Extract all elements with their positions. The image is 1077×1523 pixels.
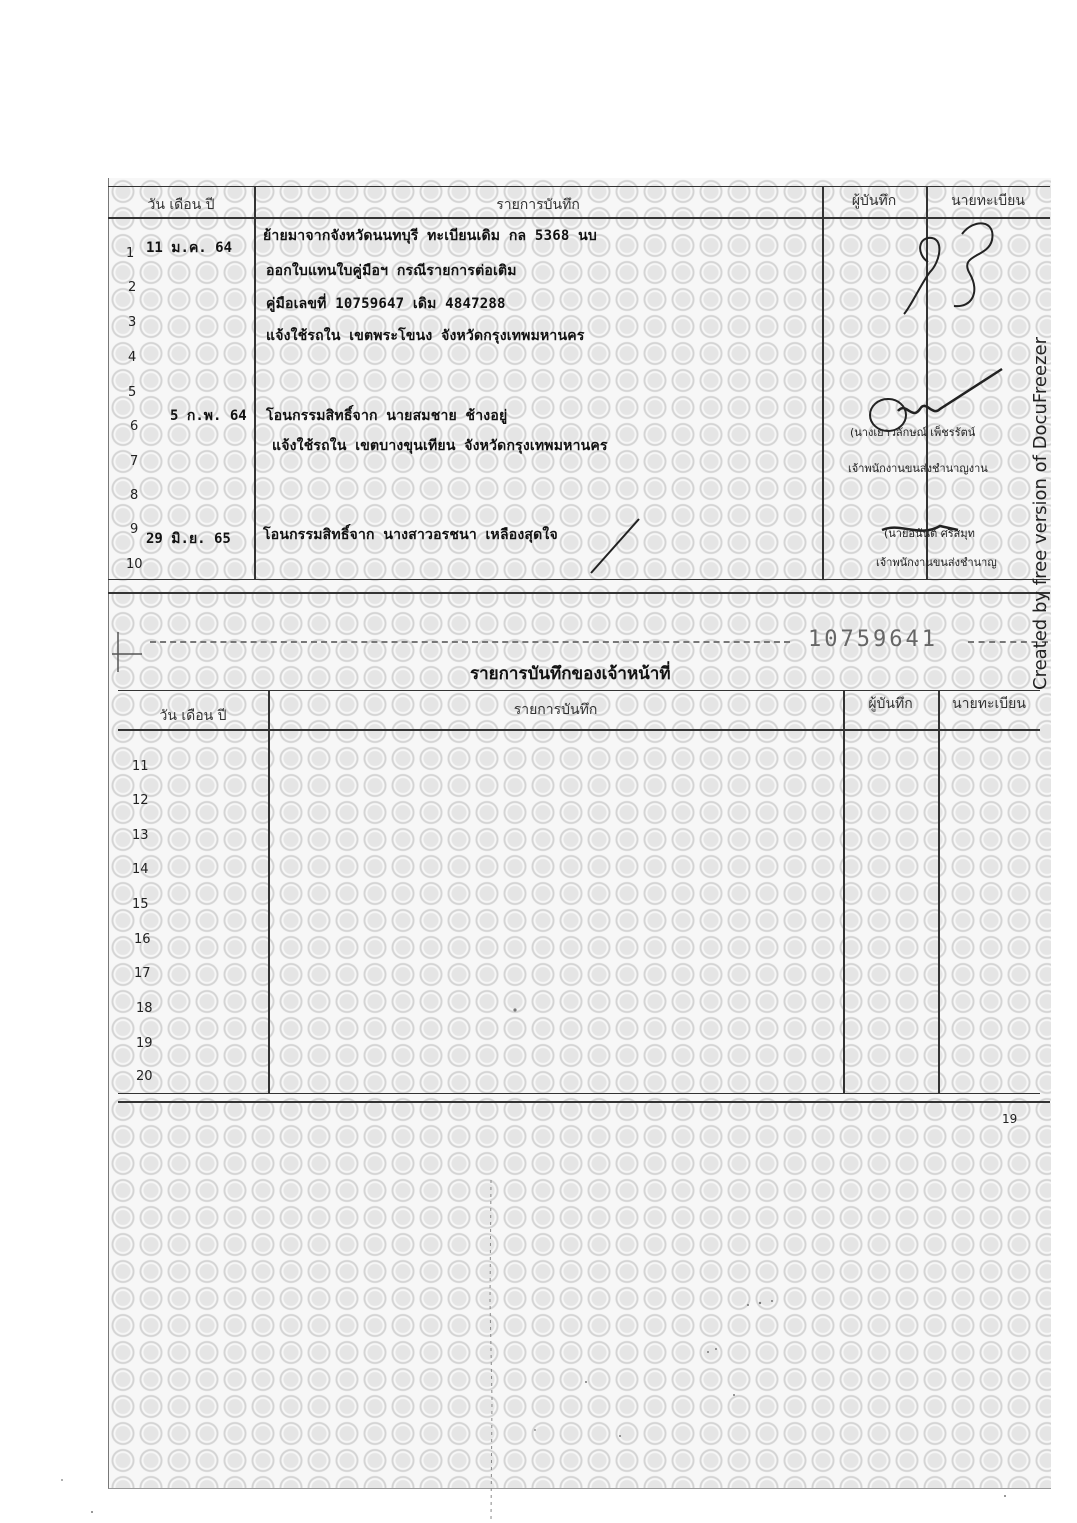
row-number: 10 (126, 557, 143, 572)
entry-line: แจ้งใช้รถใน เขตบางขุนเทียน จังหวัดกรุงเทพมหานคร (272, 438, 608, 454)
row-number: 2 (128, 280, 137, 295)
header-record: รายการบันทึก (496, 197, 580, 213)
header-recorder: ผู้บันทึก (868, 696, 913, 712)
entry-date: 11 ม.ค. 64 (146, 240, 233, 256)
row-number: 14 (132, 862, 149, 877)
entry-date: 5 ก.พ. 64 (170, 408, 247, 424)
page-number: 19 (1002, 1112, 1018, 1126)
row-number: 19 (136, 1036, 153, 1051)
header-recorder: ผู้บันทึก (851, 193, 897, 209)
row-number: 8 (130, 488, 139, 503)
signature-title: เจ้าพนักงานขนส่งชำนาญงาน (848, 462, 988, 475)
row-number: 7 (130, 454, 139, 469)
row-number: 15 (132, 897, 149, 912)
row-number: 17 (134, 966, 151, 981)
row-number: 18 (136, 1001, 153, 1016)
header-date: วัน เดือน ปี (159, 708, 227, 724)
signature-title: เจ้าพนักงานขนส่งชำนาญ (876, 556, 997, 569)
header-registrar: นายทะเบียน (951, 193, 1025, 209)
row-number: 1 (126, 246, 135, 261)
table2-title: รายการบันทึกของเจ้าหน้าที่ (470, 664, 671, 684)
docufreezer-watermark: Created by free version of DocuFreezer (1030, 337, 1051, 690)
entry-date: 29 มิ.ย. 65 (146, 531, 231, 547)
entry-line: แจ้งใช้รถใน เขตพระโขนง จังหวัดกรุงเทพมหานคร (266, 328, 585, 344)
row-number: 13 (132, 828, 149, 843)
row-number: 3 (128, 315, 137, 330)
entry-line: โอนกรรมสิทธิ์จาก นายสมชาย ช้างอยู่ (266, 408, 508, 424)
signature-name: (นางเยาวลักษณ์ เพ็ชรรัตน์ (850, 426, 976, 439)
row-number: 5 (128, 385, 137, 400)
entry-line: โอนกรรมสิทธิ์จาก นางสาวอรชนา เหลืองสุดใจ (263, 527, 558, 543)
signature-name: (นายอนันต์ ศรีสมุท (884, 527, 975, 540)
entry-line: ออกใบแทนใบคู่มือฯ กรณีรายการต่อเติม (266, 263, 517, 279)
header-registrar: นายทะเบียน (952, 696, 1026, 712)
row-number: 11 (132, 759, 149, 774)
document-number: 10759641 (808, 627, 938, 652)
entry-line: ย้ายมาจากจังหวัดนนทบุรี ทะเบียนเดิม กล 5368 นบ (263, 228, 597, 244)
header-record: รายการบันทึก (513, 702, 598, 718)
row-number: 12 (132, 793, 149, 808)
row-number: 9 (130, 522, 139, 537)
entry-line: คู่มือเลขที่ 10759647 เดิม 4847288 (266, 296, 506, 312)
header-date: วัน เดือน ปี (147, 197, 215, 213)
row-number: 16 (134, 932, 151, 947)
row-number: 6 (130, 419, 139, 434)
row-number: 4 (128, 350, 137, 365)
row-number: 20 (136, 1069, 153, 1084)
